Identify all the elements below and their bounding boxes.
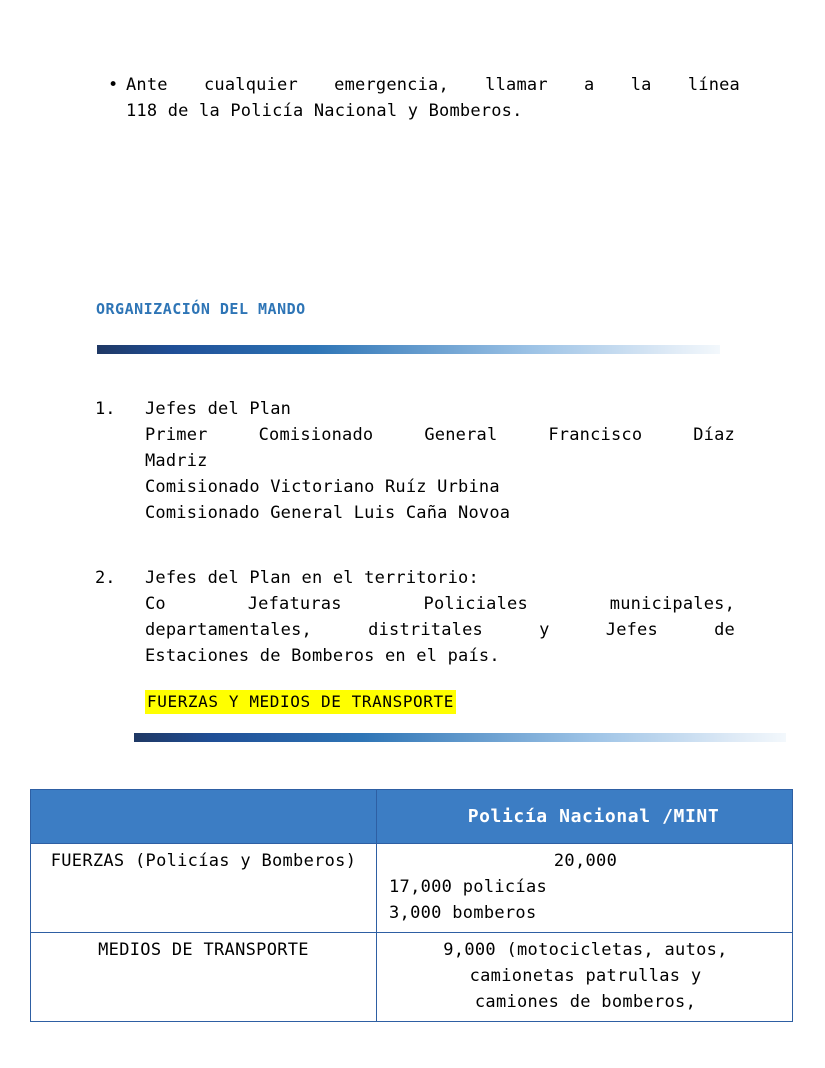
row-2-label <box>31 933 377 1022</box>
item-2-marker: 2. <box>95 568 116 588</box>
bullet-marker-icon: • <box>108 75 119 95</box>
item-1-line-4: Comisionado Victoriano Ruíz Urbina <box>145 477 500 497</box>
bullet-line-2: 118 de la Policía Nacional y Bomberos. <box>126 101 523 121</box>
table-header-blank <box>31 790 377 844</box>
item-1-line-5: Comisionado General Luis Caña Novoa <box>145 503 511 523</box>
numbered-row <box>95 565 735 669</box>
highlighted-subtitle-text: FUERZAS Y MEDIOS DE TRANSPORTE <box>145 690 456 714</box>
emergency-bullet-block <box>100 72 740 124</box>
row-2-value <box>377 933 793 1022</box>
item-2-line-4: Estaciones de Bomberos en el país. <box>145 646 500 666</box>
gradient-divider-bottom <box>134 733 786 742</box>
highlighted-subtitle <box>145 690 456 714</box>
item-1-body <box>145 396 735 526</box>
item-1-line-2: Primer Comisionado General Francisco Díaz <box>145 425 735 445</box>
row-1-value-line-1: 20,000 <box>553 851 618 871</box>
row-2-value-line-2: camionetas patrullas y <box>469 966 702 986</box>
row-1-value-line-2: 17,000 policías <box>389 877 548 897</box>
row-1-label <box>31 844 377 933</box>
bullet-line-1: Ante cualquier emergencia, llamar a la línea <box>126 75 740 95</box>
row-1-label-line-1: FUERZAS (Policías y <box>50 851 251 871</box>
item-1-marker: 1. <box>95 399 116 419</box>
table-row <box>31 844 793 933</box>
numbered-item-2 <box>95 565 735 669</box>
numbered-item-1 <box>95 396 735 526</box>
row-2-value-line-1: 9,000 (motocicletas, autos, <box>443 940 728 960</box>
table-header-row <box>31 790 793 844</box>
row-2-value-line-3: camiones de bomberos, <box>474 992 697 1012</box>
numbered-row <box>95 396 735 526</box>
row-2-label-line-1: MEDIOS DE TRANSPORTE <box>98 940 309 960</box>
table-header-policia-nacional: Policía Nacional /MINT <box>377 790 793 844</box>
row-1-value-line-3: 3,000 bomberos <box>389 903 537 923</box>
table-row <box>31 933 793 1022</box>
item-2-line-3: departamentales, distritales y Jefes de <box>145 620 735 640</box>
row-1-value <box>377 844 793 933</box>
gradient-divider-top <box>97 345 720 354</box>
forces-table <box>30 789 793 1022</box>
item-2-line-2: Co Jefaturas Policiales municipales, <box>145 594 735 614</box>
item-1-line-3: Madriz <box>145 451 208 471</box>
bullet-row <box>100 72 740 124</box>
item-1-line-1: Jefes del Plan <box>145 399 292 419</box>
row-1-label-line-2: Bomberos) <box>261 851 357 871</box>
item-2-body <box>145 565 735 669</box>
item-2-line-1: Jefes del Plan en el territorio: <box>145 568 479 588</box>
bullet-text <box>126 72 740 124</box>
forces-table-container <box>30 789 793 1022</box>
section-heading: ORGANIZACIÓN DEL MANDO <box>96 300 306 318</box>
